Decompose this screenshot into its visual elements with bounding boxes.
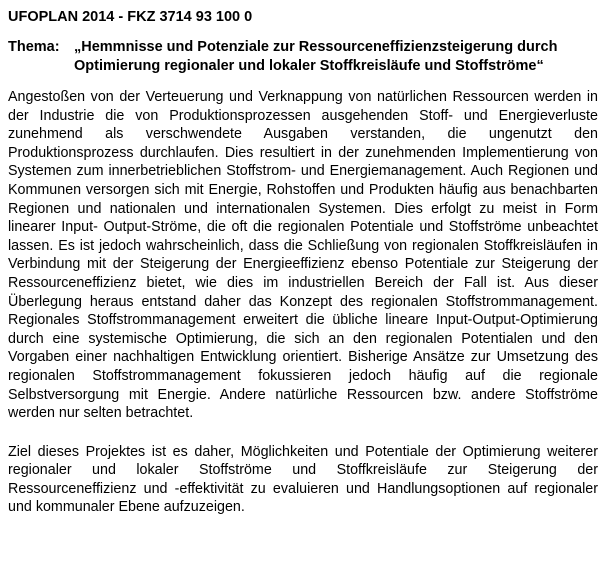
body-paragraph-1: Angestoßen von der Verteuerung und Verknappung von natürlichen Ressourcen werden in der Industrie die von Produktionsprozessen ausgehenden Stoff- und Energieverluste zunehmend als verschwendete Ausgaben verstanden, die ungenutzt den Produktionsprozess durchlaufen. Dies resultiert in der zunehmenden Implementierung von Systemen zum innerbetrieblichen Stoffstrom- und Energiemanagement. Auch Regionen und Kommunen versorgen sich mit Energie, Rohstoffen und Produkten häufig aus benachbarten Regionen und nationalen und internationalen Systemen. Dies erfolgt zu meist in Form linearer Input- Output-Ströme, die oft die regionalen Potentiale und Stoffströme unbeachtet lassen. Es ist jedoch wahrscheinlich, dass die Schließung von regionalen Stoffkreisläufen in Verbindung mit der Steigerung der Energieeffizienz ebenso Potentiale zur Steigerung der Ressourceneffizienz bietet, wie dies im industriellen Bereich der Fall ist. Aus dieser Überlegung heraus entstand daher das Konzept des regionalen Stoffstrommanagement. Regionales Stoffstrommanagement erweitert die übliche lineare Input-Output-Optimierung durch eine systemische Optimierung, die sich an den regionalen Potentialen und den Vorgaben einer nachhaltigen Entwicklung orientiert. Bisherige Ansätze zur Umsetzung des regionalen Stoffstrommanagement fokussieren jedoch häufig auf die regionale Selbstversorgung mit Energie. Andere natürliche Ressourcen bzw. andere Stoffströme werden nur selten betrachtet. (8, 89, 598, 422)
thema-label: Thema: (8, 39, 60, 55)
document-header: UFOPLAN 2014 - FKZ 3714 93 100 0 (8, 9, 253, 25)
body-paragraph-2: Ziel dieses Projektes ist es daher, Möglichkeiten und Potentiale der Optimierung weiterer regionaler und lokaler Stoffströme und Stoffkreisläufe zur Steigerung der Ressourceneffizienz und -effektivität zu evaluieren und Handlungsoptionen auf regionaler und kommunaler Ebene aufzuzeigen. (8, 443, 598, 516)
thema-title: „Hemmnisse und Potenziale zur Ressourceneffizienzsteigerung durch Optimierung regionaler und lokaler Stoffkreisläufe und Stoffströme“ (74, 39, 558, 74)
thema-block (8, 38, 598, 75)
document-page (8, 8, 598, 517)
